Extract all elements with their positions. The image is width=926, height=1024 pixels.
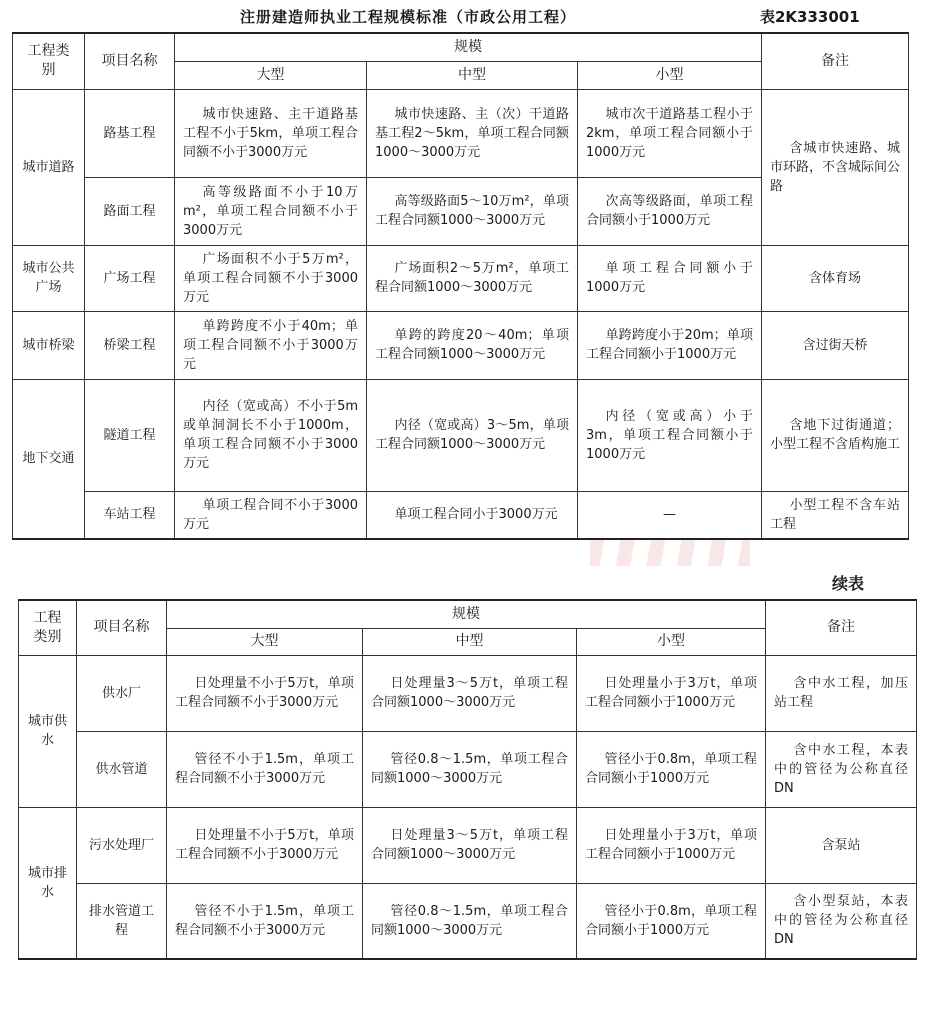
category-drainage: 城市排水 [19, 807, 77, 959]
bridge-small: 单跨跨度小于20m；单项工程合同额小于1000万元 [578, 311, 762, 379]
bridge-note: 含过街天桥 [762, 311, 909, 379]
header-small: 小型 [578, 61, 762, 89]
category-underground: 地下交通 [13, 379, 85, 539]
road-note: 含城市快速路、城市环路，不含城际间公路 [762, 89, 909, 245]
roadbed-small: 城市次干道路基工程小于2km，单项工程合同额小于1000万元 [578, 89, 762, 177]
water-plant-small: 日处理量小于3万t，单项工程合同额小于1000万元 [577, 655, 766, 731]
header-category: 工程类别 [13, 33, 85, 89]
plaza-small: 单项工程合同额小于1000万元 [578, 245, 762, 311]
sewage-plant-medium: 日处理量3～5万t，单项工程合同额1000～3000万元 [363, 807, 577, 883]
water-pipe-note: 含中水工程，本表中的管径为公称直径DN [766, 731, 917, 807]
category-city-road: 城市道路 [13, 89, 85, 245]
scale-table-municipal [12, 32, 909, 540]
project-pavement: 路面工程 [85, 177, 175, 245]
project-bridge: 桥梁工程 [85, 311, 175, 379]
header-medium-2: 中型 [363, 628, 577, 655]
sewage-plant-note: 含泵站 [766, 807, 917, 883]
continued-label: 续表 [832, 574, 865, 593]
drain-pipe-small: 管径小于0.8m，单项工程合同额小于1000万元 [577, 883, 766, 959]
project-drain-pipe: 排水管道工程 [77, 883, 167, 959]
water-plant-large: 日处理量不小于5万t，单项工程合同额不小于3000万元 [167, 655, 363, 731]
tunnel-small: 内径（宽或高）小于3m，单项工程合同额小于1000万元 [578, 379, 762, 491]
bridge-medium: 单跨的跨度20～40m；单项工程合同额1000～3000万元 [367, 311, 578, 379]
pavement-large: 高等级路面不小于10万m²，单项工程合同额不小于3000万元 [175, 177, 367, 245]
bridge-large: 单跨跨度不小于40m；单项工程合同额不小于3000万元 [175, 311, 367, 379]
water-plant-medium: 日处理量3～5万t，单项工程合同额1000～3000万元 [363, 655, 577, 731]
category-water-supply: 城市供水 [19, 655, 77, 807]
project-water-plant: 供水厂 [77, 655, 167, 731]
water-plant-note: 含中水工程，加压站工程 [766, 655, 917, 731]
water-pipe-medium: 管径0.8～1.5m，单项工程合同额1000～3000万元 [363, 731, 577, 807]
sewage-plant-small: 日处理量小于3万t，单项工程合同额小于1000万元 [577, 807, 766, 883]
plaza-note: 含体育场 [762, 245, 909, 311]
tunnel-note: 含地下过街通道；小型工程不含盾构施工 [762, 379, 909, 491]
roadbed-medium: 城市快速路、主（次）干道路基工程2～5km，单项工程合同额1000～3000万元 [367, 89, 578, 177]
drain-pipe-large: 管径不小于1.5m，单项工程合同额不小于3000万元 [167, 883, 363, 959]
header-scale-2: 规模 [167, 600, 766, 628]
water-pipe-large: 管径不小于1.5m，单项工程合同额不小于3000万元 [167, 731, 363, 807]
tunnel-large: 内径（宽或高）不小于5m或单洞洞长不小于1000m，单项工程合同额不小于3000万元 [175, 379, 367, 491]
header-medium: 中型 [367, 61, 578, 89]
drain-pipe-note: 含小型泵站，本表中的管径为公称直径DN [766, 883, 917, 959]
header-notes: 备注 [762, 33, 909, 89]
header-large: 大型 [175, 61, 367, 89]
station-large: 单项工程合同不小于3000万元 [175, 491, 367, 539]
plaza-large: 广场面积不小于5万m²，单项工程合同额不小于3000万元 [175, 245, 367, 311]
project-station: 车站工程 [85, 491, 175, 539]
scale-table-continued [18, 599, 917, 960]
header-category-2: 工程类别 [19, 600, 77, 655]
station-small: — [578, 491, 762, 539]
header-project-2: 项目名称 [77, 600, 167, 655]
tunnel-medium: 内径（宽或高）3～5m，单项工程合同额1000～3000万元 [367, 379, 578, 491]
header-large-2: 大型 [167, 628, 363, 655]
sewage-plant-large: 日处理量不小于5万t，单项工程合同额不小于3000万元 [167, 807, 363, 883]
project-tunnel: 隧道工程 [85, 379, 175, 491]
drain-pipe-medium: 管径0.8～1.5m，单项工程合同额1000～3000万元 [363, 883, 577, 959]
project-roadbed: 路基工程 [85, 89, 175, 177]
header-project: 项目名称 [85, 33, 175, 89]
category-bridge: 城市桥梁 [13, 311, 85, 379]
pavement-medium: 高等级路面5～10万m²，单项工程合同额1000～3000万元 [367, 177, 578, 245]
project-sewage-plant: 污水处理厂 [77, 807, 167, 883]
roadbed-large: 城市快速路、主干道路基工程不小于5km，单项工程合同额不小于3000万元 [175, 89, 367, 177]
station-note: 小型工程不含车站工程 [762, 491, 909, 539]
station-medium: 单项工程合同小于3000万元 [367, 491, 578, 539]
header-scale: 规模 [175, 33, 762, 61]
watermark [590, 540, 750, 566]
pavement-small: 次高等级路面，单项工程合同额小于1000万元 [578, 177, 762, 245]
table-title: 注册建造师执业工程规模标准（市政公用工程） [240, 8, 577, 26]
header-notes-2: 备注 [766, 600, 917, 655]
header-small-2: 小型 [577, 628, 766, 655]
water-pipe-small: 管径小于0.8m，单项工程合同额小于1000万元 [577, 731, 766, 807]
table-code: 表2K333001 [760, 8, 860, 26]
category-plaza: 城市公共广场 [13, 245, 85, 311]
plaza-medium: 广场面积2～5万m²，单项工程合同额1000～3000万元 [367, 245, 578, 311]
project-plaza: 广场工程 [85, 245, 175, 311]
project-water-pipe: 供水管道 [77, 731, 167, 807]
